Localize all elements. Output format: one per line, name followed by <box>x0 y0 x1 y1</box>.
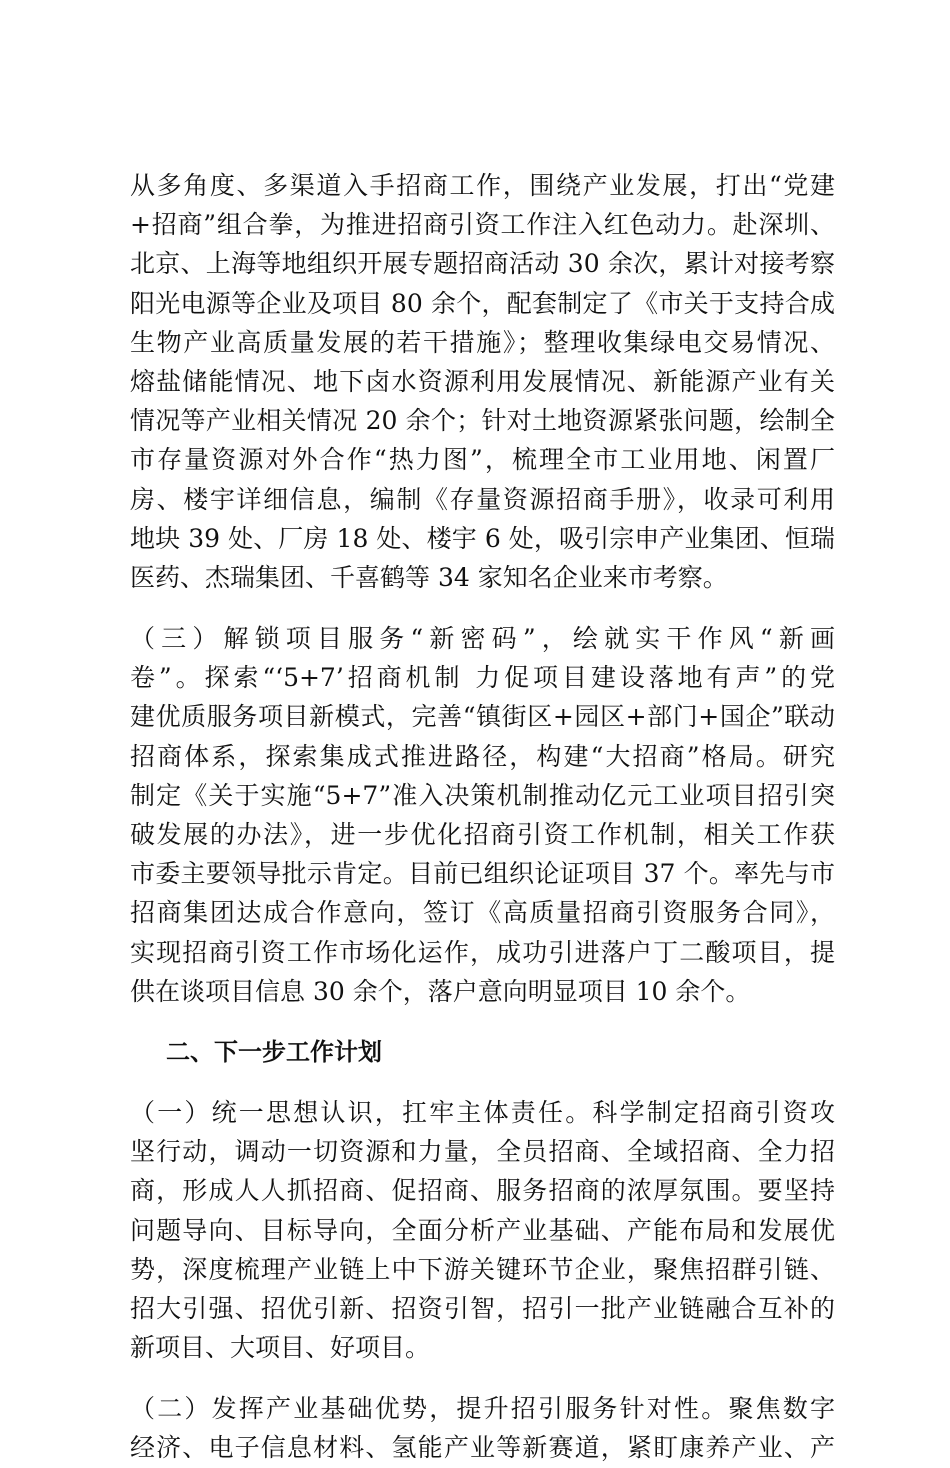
text-line: 房、楼宇详细信息，编制《存量资源招商手册》，收录可利用 <box>130 484 835 514</box>
text-line: 制定《关于实施“5+7”准入决策机制推动亿元工业项目招引突 <box>130 780 835 810</box>
text-line: +招商”组合拳，为推进招商引资工作注入红色动力。赴深圳、 <box>130 210 835 240</box>
text-line: 医药、杰瑞集团、千喜鹤等 34 家知名企业来市考察。 <box>130 562 728 592</box>
text-line: 市委主要领导批示肯定。目前已组织论证项目 37 个。率先与市 <box>130 859 835 889</box>
paragraph-gap <box>130 597 835 619</box>
text-line: 供在谈项目信息 30 余个，落户意向明显项目 10 余个。 <box>130 976 751 1006</box>
text-line: 熔盐储能情况、地下卤水资源利用发展情况、新能源产业有关 <box>130 366 835 396</box>
paragraph-gap <box>130 1072 835 1093</box>
text-line: 卷”。探索“‘5+7’招商机制 力促项目建设落地有声”的党 <box>130 663 835 693</box>
text-line: 问题导向、目标导向，全面分析产业基础、产能布局和发展优 <box>130 1215 835 1245</box>
paragraph-gap <box>130 1011 835 1032</box>
document-body <box>130 166 835 1468</box>
text-line: 建优质服务项目新模式，完善“镇街区+园区+部门+国企”联动 <box>130 702 835 732</box>
text-line: （三）解锁项目服务“新密码”，绘就实干作风“新画 <box>130 624 835 654</box>
text-line: 市存量资源对外合作“热力图”，梳理全市工业用地、闲置厂 <box>130 445 835 475</box>
text-line: 招大引强、招优引新、招资引智，招引一批产业链融合互补的 <box>130 1293 835 1323</box>
text-line: 实现招商引资工作市场化运作，成功引进落户丁二酸项目，提 <box>130 937 835 967</box>
text-line: （一）统一思想认识，扛牢主体责任。科学制定招商引资攻 <box>130 1097 835 1127</box>
paragraph-three <box>130 619 835 1011</box>
paragraph-continued <box>130 166 835 597</box>
text-line: 从多角度、多渠道入手招商工作，围绕产业发展，打出“党建 <box>130 171 835 200</box>
paragraph-gap <box>130 1367 835 1389</box>
text-line: 新项目、大项目、好项目。 <box>130 1333 431 1363</box>
section-heading: 二、下一步工作计划 <box>166 1037 382 1066</box>
text-line: 破发展的办法》，进一步优化招商引资工作机制，相关工作获 <box>130 820 835 849</box>
text-line: 生物产业高质量发展的若干措施》；整理收集绿电交易情况、 <box>130 327 835 357</box>
text-line: 阳光电源等企业及项目 80 余个，配套制定了《市关于支持合成 <box>130 288 835 318</box>
text-line: 招商体系，探索集成式推进路径，构建“大招商”格局。研究 <box>130 741 835 771</box>
text-line: 商，形成人人抓招商、促招商、服务招商的浓厚氛围。要坚持 <box>130 1176 835 1206</box>
text-line: 经济、电子信息材料、氢能产业等新赛道，紧盯康养产业、产 <box>130 1433 835 1463</box>
plan-two <box>130 1389 835 1467</box>
text-line: 势，深度梳理产业链上中下游关键环节企业，聚焦招群引链、 <box>130 1254 835 1284</box>
text-line: 招商集团达成合作意向，签订《高质量招商引资服务合同》， <box>130 898 835 928</box>
text-line: 情况等产业相关情况 20 余个；针对土地资源紧张问题，绘制全 <box>130 406 835 436</box>
text-line: 北京、上海等地组织开展专题招商活动 30 余次，累计对接考察 <box>130 249 835 279</box>
plan-one <box>130 1093 835 1367</box>
text-line: （二）发挥产业基础优势，提升招引服务针对性。聚焦数字 <box>130 1394 835 1424</box>
text-line: 地块 39 处、厂房 18 处、楼宇 6 处，吸引宗申产业集团、恒瑞 <box>130 523 835 553</box>
text-line: 坚行动，调动一切资源和力量，全员招商、全域招商、全力招 <box>130 1137 835 1167</box>
